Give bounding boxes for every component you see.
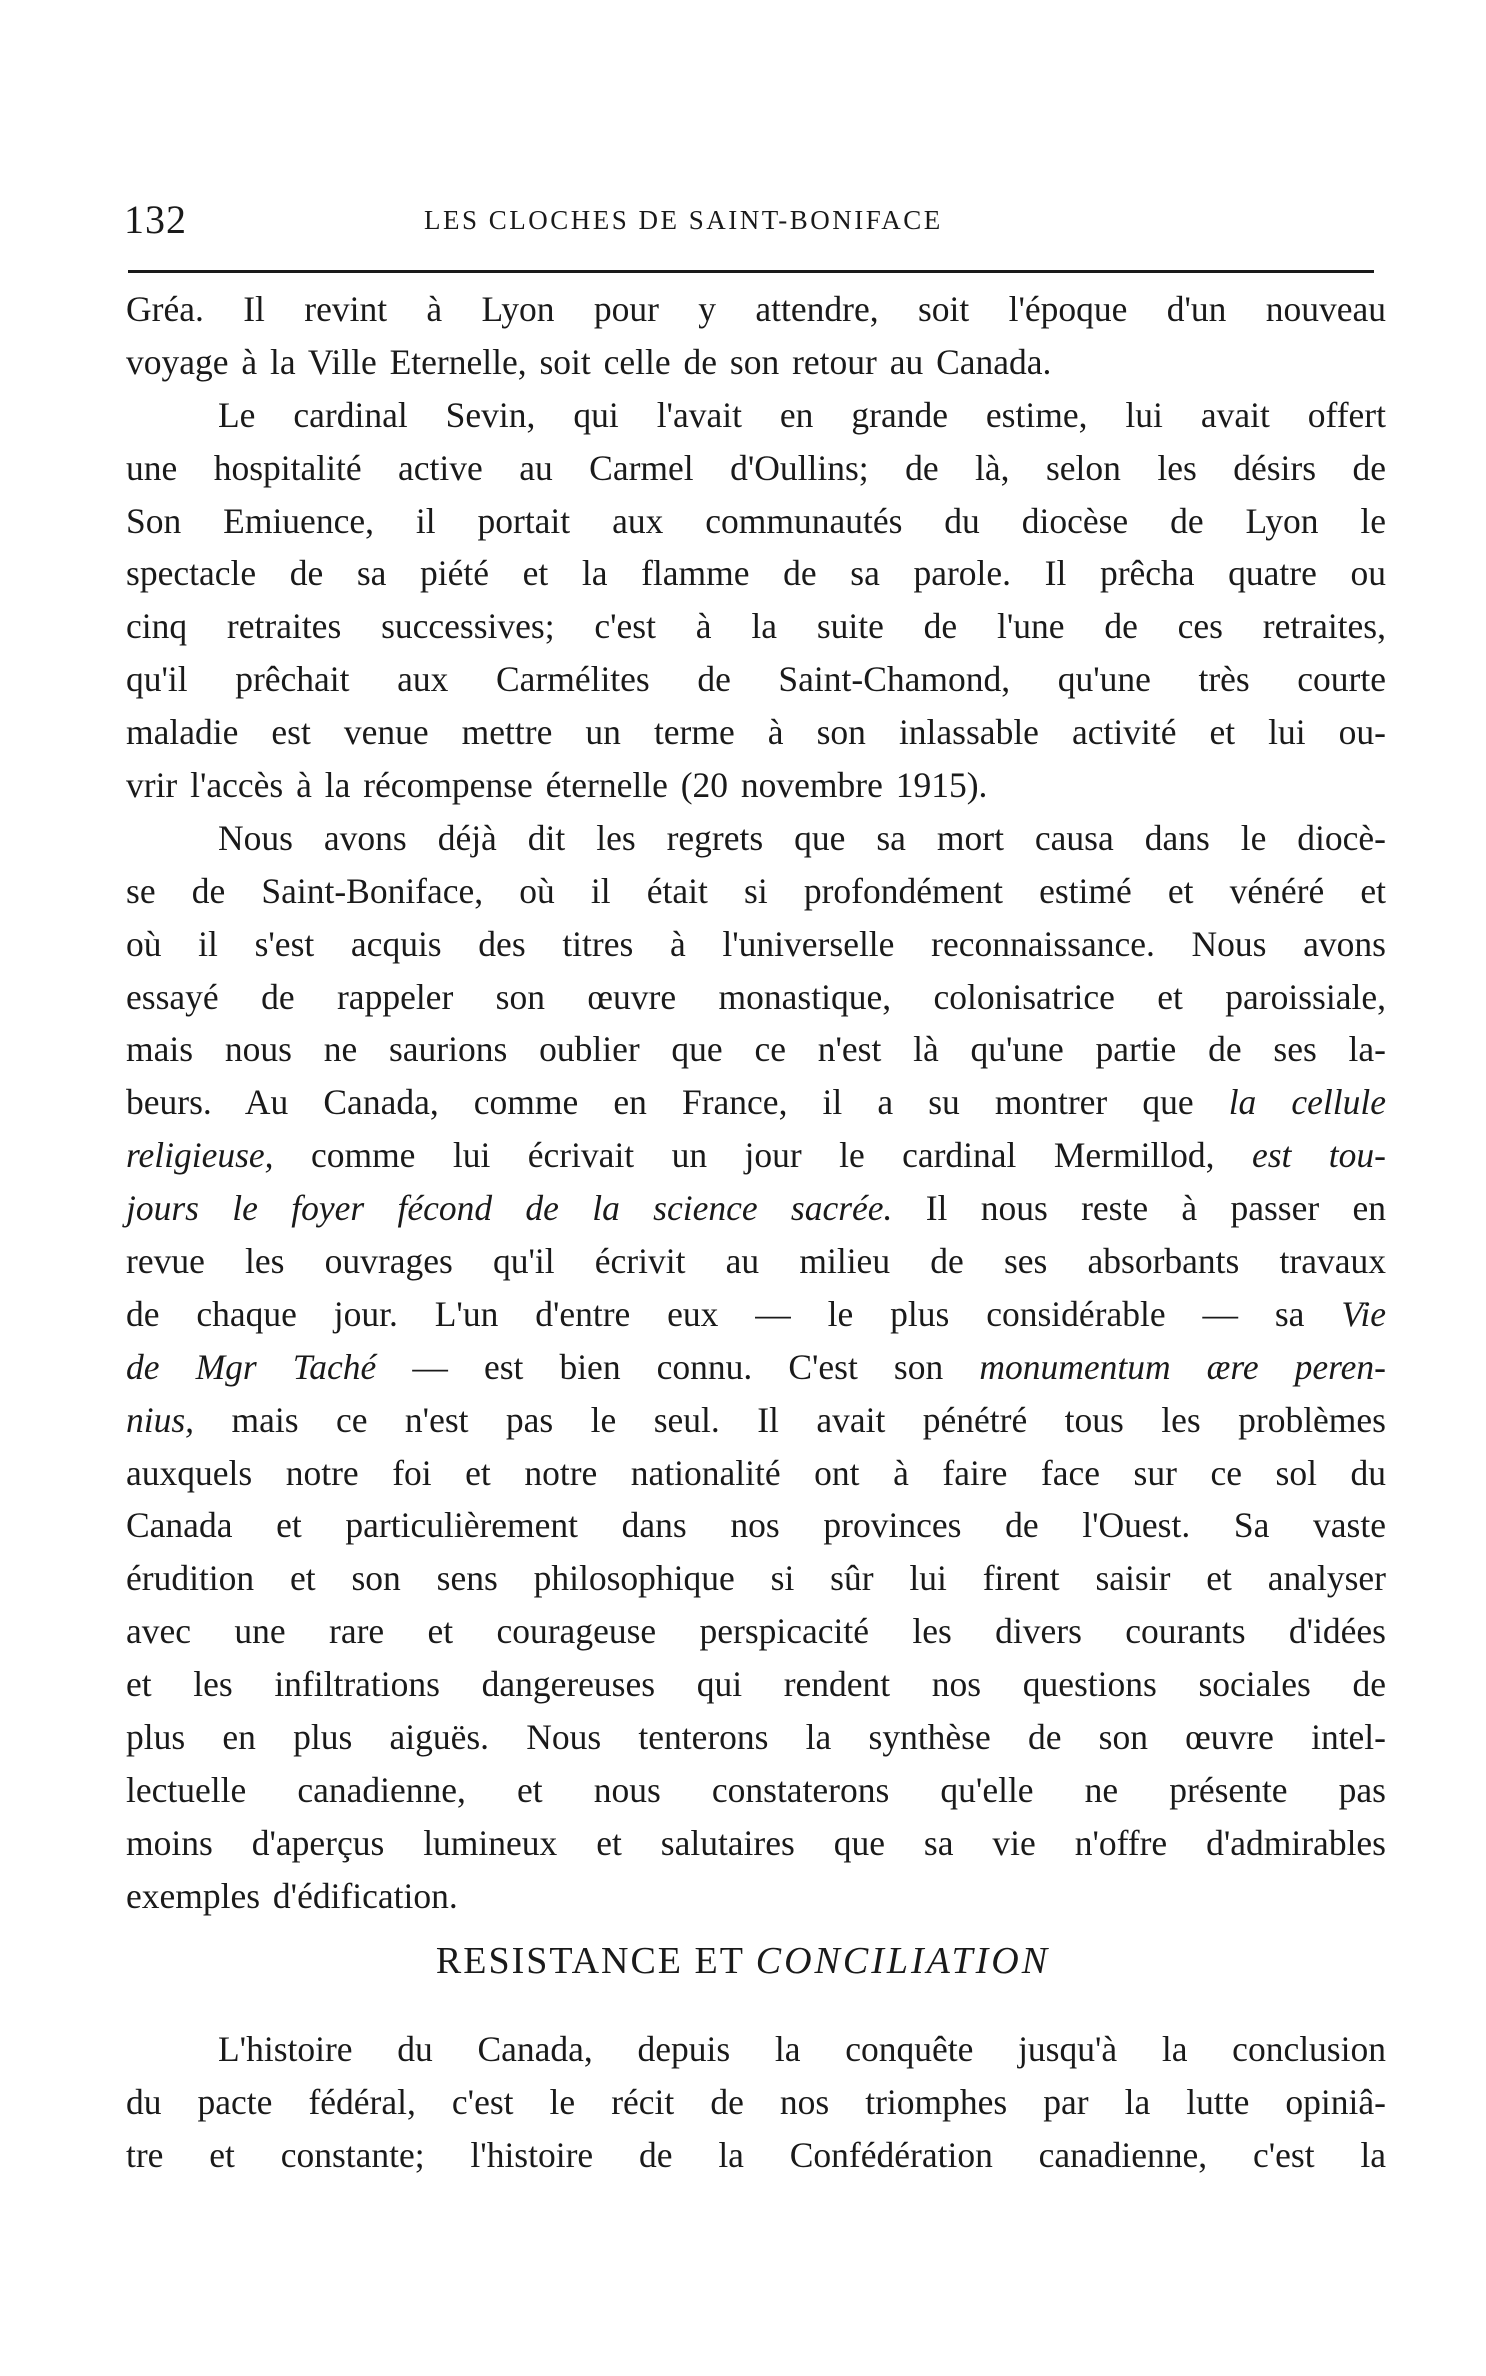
text-line (126, 1129, 1386, 1182)
text-line: du pacte fédéral, c'est le récit de nos triomphes par la lutte opiniâ- (126, 2082, 1386, 2122)
text-line: qu'il prêchait aux Carmélites de Saint-Chamond, qu'une très courte (126, 659, 1386, 700)
text-line: essayé de rappeler son œuvre monastique, colonisatrice et paroissiale, (126, 976, 1386, 1017)
text-span: comme lui écrivait un jour le cardinal Mermillod, (273, 1135, 1252, 1176)
running-head: LES CLOCHES DE SAINT-BONIFACE (424, 205, 943, 235)
text-line: érudition et son sens philosophique si sûr lui firent saisir et analyser (126, 1558, 1386, 1599)
italic-span: de Mgr Taché (126, 1346, 377, 1387)
page-header (124, 196, 1380, 256)
text-line: L'histoire du Canada, depuis la conquête jusqu'à la conclusion (218, 2029, 1386, 2069)
text-line (126, 1076, 1386, 1129)
italic-span: la cellule (1228, 1082, 1387, 1123)
text-line: avec une rare et courageuse perspicacité les divers courants d'idées (126, 1611, 1386, 1652)
text-line: Nous avons déjà dit les regrets que sa mort causa dans le diocè- (218, 817, 1386, 858)
text-line (126, 1288, 1386, 1341)
text-line: mais nous ne saurions oublier que ce n'est là qu'une partie de ses la- (126, 1029, 1386, 1070)
text-line: maladie est venue mettre un terme à son inlassable activité et lui ou- (126, 712, 1386, 753)
text-line (126, 1182, 1386, 1235)
body-text (126, 283, 1386, 1923)
header-rule (128, 270, 1374, 273)
text-line: Canada et particulièrement dans nos provinces de l'Ouest. Sa vaste (126, 1505, 1386, 1546)
italic-span: nius, (126, 1399, 195, 1440)
italic-span: jours le foyer fécond de la science sacrée. (126, 1188, 893, 1229)
italic-span: religieuse, (126, 1135, 274, 1176)
italic-span: monumentum ære peren- (979, 1346, 1387, 1387)
body-text-continued (126, 2023, 1386, 2182)
text-line (126, 1341, 1386, 1394)
text-line: Son Emiuence, il portait aux communautés du diocèse de Lyon le (126, 500, 1386, 541)
text-line: et les infiltrations dangereuses qui rendent nos questions sociales de (126, 1664, 1386, 1705)
text-line: Gréa. Il revint à Lyon pour y attendre, soit l'époque d'un nouveau (126, 289, 1386, 329)
text-span: Il nous reste à passer en (892, 1188, 1386, 1229)
text-line: lectuelle canadienne, et nous constaterons qu'elle ne présente pas (126, 1769, 1386, 1810)
text-line: une hospitalité active au Carmel d'Oullins; de là, selon les désirs de (126, 447, 1386, 488)
heading-italic: CONCILIATION (755, 1940, 1051, 1982)
text-line: vrir l'accès à la récompense éternelle (20 novembre 1915). (126, 765, 988, 806)
text-line: plus en plus aiguës. Nous tenterons la synthèse de son œuvre intel- (126, 1717, 1386, 1758)
text-span: beurs. Au Canada, comme en France, il a su montrer que (126, 1082, 1229, 1123)
text-line: où il s'est acquis des titres à l'universelle reconnaissance. Nous avons (126, 923, 1386, 964)
text-line: spectacle de sa piété et la flamme de sa parole. Il prêcha quatre ou (126, 553, 1386, 594)
text-line: revue les ouvrages qu'il écrivit au milieu de ses absorbants travaux (126, 1241, 1386, 1282)
text-span: mais ce n'est pas le seul. Il avait pénétré tous les problèmes (194, 1399, 1386, 1440)
text-line: cinq retraites successives; c'est à la suite de l'une de ces retraites, (126, 606, 1386, 647)
text-span: de chaque jour. L'un d'entre eux — le plus considérable — sa (126, 1293, 1342, 1334)
text-line: exemples d'édification. (126, 1875, 458, 1916)
italic-span: est tou- (1251, 1135, 1386, 1176)
text-line (126, 1394, 1386, 1447)
section-heading (0, 1935, 1486, 1987)
text-line: se de Saint-Boniface, où il était si profondément estimé et vénéré et (126, 870, 1386, 911)
page-number: 132 (124, 197, 187, 242)
text-line: moins d'aperçus lumineux et salutaires que sa vie n'offre d'admirables (126, 1822, 1386, 1863)
italic-span: Vie (1341, 1293, 1386, 1334)
text-line: voyage à la Ville Eternelle, soit celle de son retour au Canada. (126, 341, 1052, 382)
text-span: — est bien connu. C'est son (376, 1346, 980, 1387)
text-line: tre et constante; l'histoire de la Confédération canadienne, c'est la (126, 2135, 1386, 2175)
text-line: auxquels notre foi et notre nationalité ont à faire face sur ce sol du (126, 1452, 1386, 1493)
text-line: Le cardinal Sevin, qui l'avait en grande estime, lui avait offert (218, 394, 1386, 435)
heading-roman: RESISTANCE ET (435, 1940, 756, 1982)
